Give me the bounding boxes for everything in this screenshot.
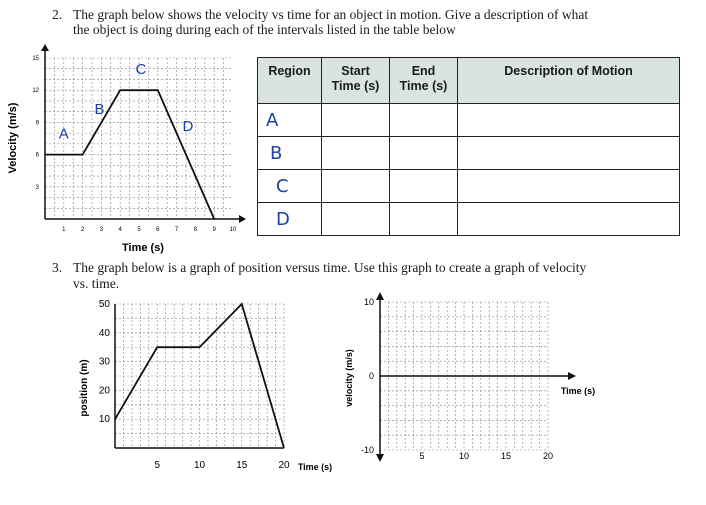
x-axis-arrow [568, 372, 576, 380]
q2-text-line1: The graph below shows the velocity vs time for an object in motion. Give a description of what [73, 7, 589, 22]
x-axis-label: Time (s) [122, 242, 164, 254]
x-tick-label: 20 [542, 451, 554, 461]
end-time-cell[interactable] [390, 203, 458, 236]
table-row [258, 104, 680, 137]
start-time-cell[interactable] [322, 137, 390, 170]
x-tick-label: 7 [174, 227, 179, 233]
header-end-time [390, 58, 458, 104]
y-axis-arrow [41, 44, 49, 51]
header-end-line2: Time (s) [399, 79, 448, 93]
annotation-label-b: B [94, 100, 105, 118]
q3-number: 3. [52, 260, 63, 275]
region-cell [258, 137, 322, 170]
region-cell [258, 170, 322, 203]
x-tick-label: 2 [80, 227, 85, 233]
header-description [458, 58, 680, 104]
end-time-cell[interactable] [390, 137, 458, 170]
y-tick-label: 15 [32, 56, 39, 62]
position-time-graph [70, 296, 340, 476]
y-axis-arrow-up [376, 292, 384, 300]
annotation-label-d: D [182, 117, 194, 135]
start-time-cell[interactable] [322, 104, 390, 137]
y-axis-label: velocity (m/s) [344, 349, 354, 407]
description-cell[interactable] [458, 170, 680, 203]
x-tick-label: 1 [62, 227, 66, 233]
header-end-line1: End [411, 64, 436, 78]
table-row [258, 170, 680, 203]
region-table [257, 57, 680, 236]
y-tick-label: 10 [98, 414, 110, 426]
velocity-time-graph [0, 38, 252, 260]
x-tick-label: 5 [419, 451, 425, 461]
header-region [258, 58, 322, 104]
q2-number: 2. [52, 7, 63, 22]
x-axis-arrow [239, 215, 246, 223]
x-axis-label: Time (s) [560, 386, 596, 396]
x-tick-label: 15 [500, 451, 512, 461]
start-time-cell[interactable] [322, 170, 390, 203]
region-label: B [270, 142, 283, 164]
x-tick-label: 10 [458, 451, 470, 461]
table-row [258, 203, 680, 236]
x-tick-label: 15 [236, 460, 248, 471]
header-description-line: Description of Motion [504, 64, 633, 78]
annotation-label-c: C [135, 61, 147, 79]
y-tick-label: 20 [98, 385, 110, 397]
description-cell[interactable] [458, 137, 680, 170]
q3-text-line1: The graph below is a graph of position versus time. Use this graph to create a graph of velocity [73, 260, 587, 275]
velocity-answer-graph[interactable] [335, 290, 605, 470]
y-axis-label: Velocity (m/s) [7, 102, 19, 174]
y-tick-label: 50 [98, 299, 110, 310]
y-tick-label: 9 [35, 120, 39, 127]
header-start-line2: Time (s) [331, 79, 380, 93]
header-start-time [322, 58, 390, 104]
y-tick-label: 6 [35, 152, 39, 159]
start-time-cell[interactable] [322, 203, 390, 236]
y-tick-label: 10 [363, 297, 374, 307]
end-time-cell[interactable] [390, 170, 458, 203]
x-tick-label: 20 [278, 460, 290, 471]
description-cell[interactable] [458, 104, 680, 137]
y-tick-label: 12 [32, 88, 39, 95]
table-row [258, 137, 680, 170]
q3-text-line2: vs. time. [73, 276, 120, 291]
x-tick-label: 6 [156, 227, 160, 233]
x-axis-label: Time (s) [297, 462, 333, 472]
description-cell[interactable] [458, 203, 680, 236]
x-tick-label: 10 [229, 227, 237, 233]
region-label: C [276, 175, 289, 197]
y-axis-label: position (m) [79, 359, 90, 417]
q2-text-line2: the object is doing during each of the intervals listed in the table below [73, 22, 456, 37]
x-tick-label: 9 [212, 227, 216, 233]
header-region-line: Region [268, 64, 311, 78]
x-tick-label: 8 [193, 227, 198, 233]
y-tick-label: -10 [360, 445, 374, 455]
x-tick-label: 5 [154, 460, 161, 471]
y-axis-arrow-down [376, 454, 384, 462]
region-cell [258, 203, 322, 236]
header-start-line1: Start [341, 64, 370, 78]
x-tick-label: 4 [118, 227, 122, 233]
region-cell [258, 104, 322, 137]
region-label: D [276, 208, 290, 230]
table-header-row [258, 58, 680, 104]
x-tick-label: 3 [99, 227, 104, 233]
x-tick-label: 10 [193, 460, 206, 471]
annotation-label-a: A [58, 125, 69, 143]
y-tick-label: 30 [98, 356, 110, 368]
x-tick-label: 5 [137, 227, 141, 233]
end-time-cell[interactable] [390, 104, 458, 137]
region-label: A [266, 109, 279, 131]
y-tick-label: 3 [35, 184, 39, 191]
y-tick-label: 0 [368, 371, 374, 381]
y-tick-label: 40 [98, 327, 110, 339]
